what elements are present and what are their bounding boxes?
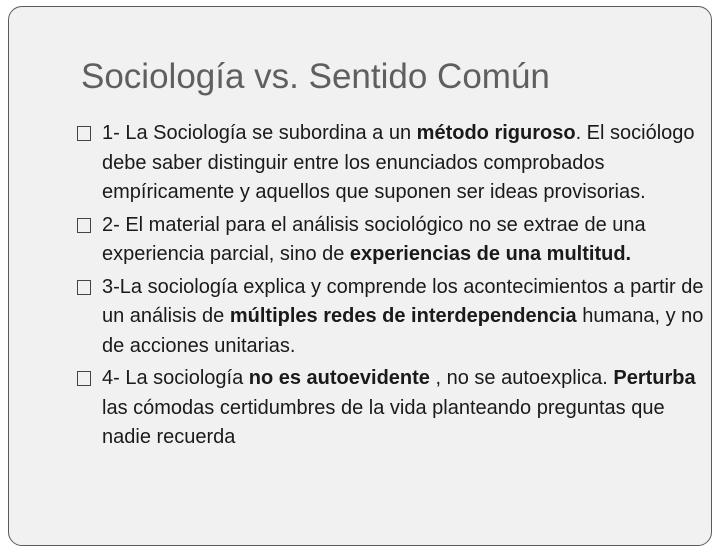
square-bullet-icon — [77, 371, 91, 386]
bullet-text-segment: 4- La sociología — [102, 367, 249, 389]
bullet-list — [77, 119, 707, 456]
bullet-text-emphasis: experiencias de una multitud. — [349, 243, 632, 265]
square-bullet-icon — [77, 126, 91, 141]
bullet-text-segment: las cómodas certidumbres de la vida planteando preguntas que nadie recuerda — [102, 396, 665, 448]
bullet-text-segment: 1- La Sociología se subordina a un — [102, 122, 417, 144]
bullet-text-emphasis: Perturba — [613, 367, 696, 389]
bullet-item — [77, 211, 707, 270]
bullet-text-segment: 3-La sociología explica y comprende los acontecimientos a partir de un análisis de — [102, 275, 704, 327]
slide-title: Sociología vs. Sentido Común — [81, 57, 550, 96]
bullet-item — [77, 273, 707, 362]
bullet-text-emphasis: no es autoevidente — [248, 367, 430, 389]
bullet-text-segment: , no se autoexplica. — [429, 367, 614, 389]
bullet-text-segment: 2- El material para el análisis sociológico no se extrae de una experiencia parcial, sino de — [102, 213, 646, 265]
bullet-item — [77, 364, 707, 453]
square-bullet-icon — [77, 218, 91, 233]
bullet-text-segment: . El sociólogo debe saber distinguir entre los enunciados comprobados empíricamente y aquellos que suponen ser ideas provisorias. — [102, 122, 695, 203]
bullet-text-segment: humana, y no de acciones unitarias. — [102, 305, 704, 357]
square-bullet-icon — [77, 280, 91, 295]
bullet-text-emphasis: método riguroso — [416, 122, 576, 144]
bullet-item — [77, 119, 707, 208]
bullet-text-emphasis: múltiples redes de interdependencia — [229, 305, 577, 327]
slide — [8, 6, 712, 546]
